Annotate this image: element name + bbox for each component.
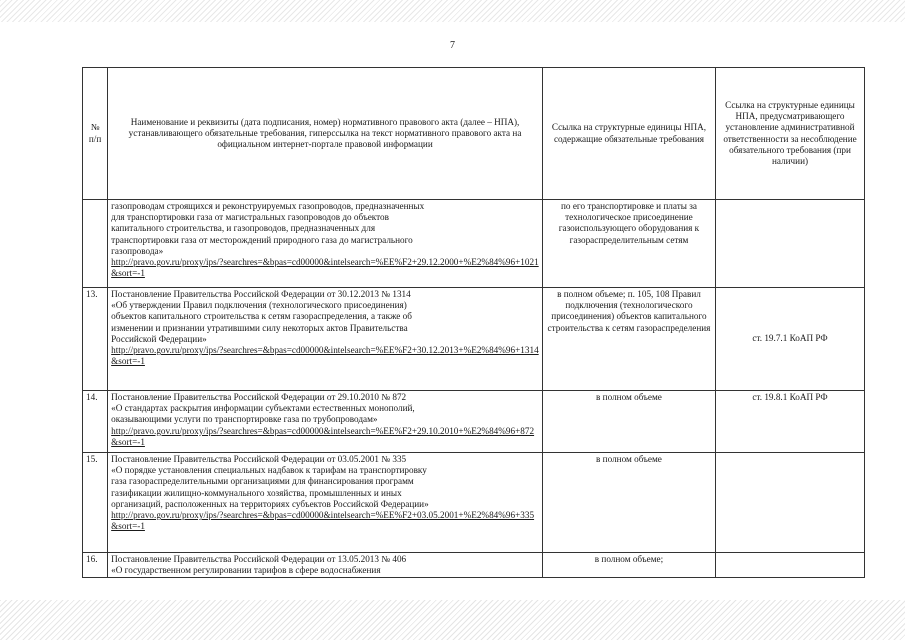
row-name-line: оказывающими услуги по транспортировке газа по трубопроводам» xyxy=(111,414,378,425)
row-name-line: газификации жилищно-коммунального хозяйства, промышленных и иных xyxy=(111,487,402,498)
npa-link[interactable]: http://pravo.gov.ru/proxy/ips/?searchres=&bpas=cd00000&intelsearch=%EE%F2+30.12.2013+%E2%84%96+1314&sort=-1 xyxy=(111,345,539,367)
scan-edge-bottom xyxy=(0,600,905,640)
row-name-line: Постановление Правительства Российской Федерации от 30.12.2013 № 1314 xyxy=(111,289,411,299)
row-name-line: Постановление Правительства Российской Федерации от 03.05.2001 № 335 xyxy=(111,454,407,464)
row-name-line: Постановление Правительства Российской Федерации от 29.10.2010 № 872 xyxy=(111,392,407,402)
table-row xyxy=(83,553,865,578)
row-name xyxy=(108,553,543,578)
row-units: в полном объеме xyxy=(542,453,715,553)
row-num: 14. xyxy=(83,391,108,453)
row-units: в полном объеме; xyxy=(542,553,715,578)
npa-table xyxy=(82,67,865,578)
row-name xyxy=(108,453,543,553)
row-liability xyxy=(716,453,865,553)
npa-link[interactable]: http://pravo.gov.ru/proxy/ips/?searchres=&bpas=cd00000&intelsearch=%EE%F2+03.05.2001+%E2%84%96+335&sort=-1 xyxy=(111,510,535,532)
header-num: № п/п xyxy=(83,68,108,200)
row-name-line: «О государственном регулировании тарифов в сфере водоснабжения xyxy=(111,565,381,576)
table-header-row xyxy=(83,68,865,200)
table-row xyxy=(83,288,865,391)
row-liability: ст. 19.8.1 КоАП РФ xyxy=(716,391,865,453)
row-name-line: «О порядке установления специальных надбавок к тарифам на транспортировку xyxy=(111,465,427,476)
row-num: 16. xyxy=(83,553,108,578)
row-num xyxy=(83,200,108,288)
row-name-line: газопроводам строящихся и реконструируемых газопроводов, предназначенных xyxy=(111,201,425,211)
row-name-line: капитального строительства, и газопроводов, предназначенных для xyxy=(111,223,376,234)
row-num: 15. xyxy=(83,453,108,553)
row-name xyxy=(108,288,543,391)
header-units: Ссылка на структурные единицы НПА, содержащие обязательные требования xyxy=(542,68,715,200)
row-name-line: «Об утверждении Правил подключения (технологического присоединения) xyxy=(111,300,407,311)
row-name-line: Постановление Правительства Российской Федерации от 13.05.2013 № 406 xyxy=(111,554,407,564)
table-row xyxy=(83,200,865,288)
row-units: в полном объеме xyxy=(542,391,715,453)
npa-link[interactable]: http://pravo.gov.ru/proxy/ips/?searchres=&bpas=cd00000&intelsearch=%EE%F2+29.10.2010+%E2%84%96+872&sort=-1 xyxy=(111,425,535,447)
row-name-line: Российской Федерации» xyxy=(111,333,207,344)
row-liability: ст. 19.7.1 КоАП РФ xyxy=(716,288,865,391)
row-name-line: газа газораспределительными организациями для финансирования программ xyxy=(111,476,414,487)
row-name-line: для транспортировки газа от магистральных газопроводов до объектов xyxy=(111,212,389,223)
row-name-line: транспортировки газа от месторождений природного газа до магистрального xyxy=(111,234,413,245)
row-num: 13. xyxy=(83,288,108,391)
scan-edge-top xyxy=(0,0,905,22)
table-row xyxy=(83,453,865,553)
row-liability xyxy=(716,553,865,578)
header-liability: Ссылка на структурные единицы НПА, предусматривающего установление административной ответственности за несоблюдение обязательного требования (при наличии) xyxy=(716,68,865,200)
row-name xyxy=(108,391,543,453)
row-units: по его транспортировке и платы за технологическое присоединение газоиспользующего оборудования к газораспределительным сетям xyxy=(542,200,715,288)
row-name-line: изменении и признании утратившими силу некоторых актов Правительства xyxy=(111,322,408,333)
npa-link[interactable]: http://pravo.gov.ru/proxy/ips/?searchres=&bpas=cd00000&intelsearch=%EE%F2+29.12.2000+%E2%84%96+1021&sort=-1 xyxy=(111,257,539,279)
row-name-line: организаций, расположенных на территориях субъектов Российской Федерации» xyxy=(111,498,429,509)
table-row xyxy=(83,391,865,453)
header-name: Наименование и реквизиты (дата подписания, номер) нормативного правового акта (далее – НПА), устанавливающего обязательные требования, гиперссылка на текст нормативного правового акта на официальном интернет-портале правовой информации xyxy=(108,68,543,200)
row-name-line: «О стандартах раскрытия информации субъектами естественных монополий, xyxy=(111,403,415,414)
page-number: 7 xyxy=(450,40,455,51)
row-liability xyxy=(716,200,865,288)
row-name xyxy=(108,200,543,288)
row-name-line: газопровода» xyxy=(111,245,164,256)
row-name-line: объектов капитального строительства к сетям газораспределения, а также об xyxy=(111,311,412,322)
row-units: в полном объеме; п. 105, 108 Правил подключения (технологического присоединения) объектов капитального строительства к сетям газораспределения xyxy=(542,288,715,391)
